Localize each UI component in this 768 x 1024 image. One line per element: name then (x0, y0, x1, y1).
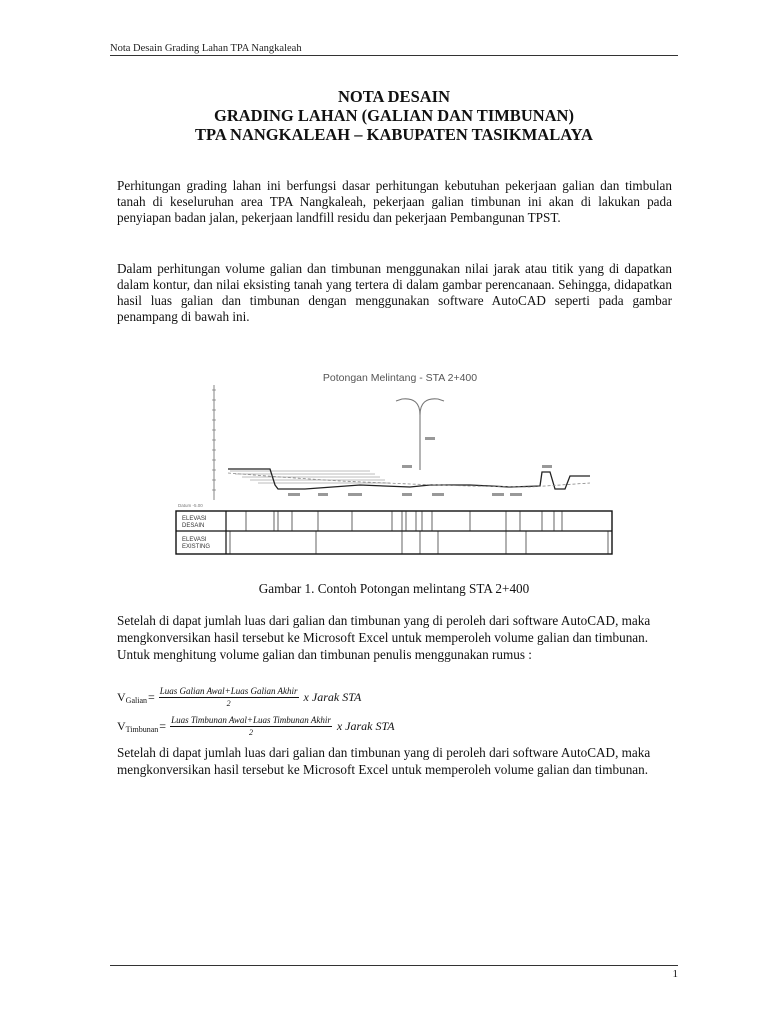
figure-title: Potongan Melintang - STA 2+400 (322, 372, 478, 384)
formula-timbunan-numerator: Luas Timbunan Awal+Luas Timbunan Akhir (171, 715, 331, 725)
formula-galian-equals: = (148, 689, 155, 704)
header-rule (110, 55, 678, 56)
formula-timbunan-fraction (170, 715, 332, 737)
formula-galian-sub: Galian (125, 695, 147, 705)
formula-timbunan-tail: x Jarak STA (336, 718, 395, 733)
paragraph-intro-text: Perhitungan grading lahan ini berfungsi dasar perhitungan kebutuhan pekerjaan galian dan timbulan tanah di keseluruhan area TPA Nangkaleah, pekerjaan galian timbunan ini akan di lakukan pada penyiapan badan jalan, pekerjaan landfill residu dan pekerjaan Pembangunan TPST. (117, 178, 672, 225)
lamp-post (396, 399, 444, 470)
paragraph-method-text: Dalam perhitungan volume galian dan timbunan menggunakan nilai jarak atau titik yang di dapatkan dalam kontur, dan nilai eksisting tanah yang tertera di dalam gambar perencanaan. Sehingga, didapatkan hasil luas galian dan timbunan dengan menggunakan software AutoCAD seperti pada gambar penampang di bawah ini. (117, 261, 672, 324)
cross-section-figure (170, 365, 615, 558)
document-title (110, 87, 678, 144)
paragraph-formula-intro (117, 612, 672, 663)
fill-hatch (230, 471, 390, 483)
design-profile-line (228, 469, 590, 489)
row-design-label-b: DESAIN (182, 523, 205, 529)
paragraph-method (117, 261, 672, 325)
formula-galian-v: V (117, 689, 126, 704)
row-design-label-a: ELEVASI (182, 516, 207, 522)
figure-caption: Gambar 1. Contoh Potongan melintang STA 2+400 (258, 581, 530, 596)
formula-galian (117, 686, 361, 708)
title-line-1: NOTA DESAIN (337, 87, 450, 106)
paragraph-conclusion-text: Setelah di dapat jumlah luas dari galian dan timbunan yang di peroleh dari software AutoCAD, maka mengkonversikan hasil tersebut ke Microsoft Excel untuk memperoleh volume galian dan timbunan. (117, 745, 651, 777)
running-header: Nota Desain Grading Lahan TPA Nangkaleah (110, 43, 302, 54)
row-existing-label-a: ELEVASI (182, 537, 207, 543)
formula-timbunan-sub: Timbunan (125, 724, 159, 734)
title-line-3: TPA NANGKALEAH – KABUPATEN TASIKMALAYA (195, 125, 593, 144)
formula-timbunan-equals: = (159, 718, 167, 733)
title-line-2: GRADING LAHAN (GALIAN DAN TIMBUNAN) (214, 106, 574, 125)
formula-timbunan (117, 715, 395, 737)
formula-galian-denominator: 2 (226, 699, 231, 708)
formula-galian-numerator: Luas Galian Awal+Luas Galian Akhir (159, 686, 298, 696)
paragraph-intro (117, 178, 672, 226)
design-elevation-ticks (246, 511, 562, 531)
formula-timbunan-lhs (117, 719, 158, 734)
formula-galian-fraction (159, 686, 299, 708)
existing-elevation-ticks (230, 531, 608, 554)
paragraph-conclusion (117, 744, 672, 778)
datum-label: Datum -5.00 (178, 503, 203, 508)
cross-section-drawing (170, 365, 615, 558)
formula-galian-lhs (117, 690, 147, 705)
page-number: 1 (672, 968, 678, 980)
formula-timbunan-denominator: 2 (248, 728, 253, 737)
formula-timbunan-v: V (117, 718, 126, 733)
paragraph-formula-intro-text: Setelah di dapat jumlah luas dari galian dan timbunan yang di peroleh dari software AutoCAD, maka mengkonversikan hasil tersebut ke Microsoft Excel untuk memperoleh volume galian dan timbunan. Untuk menghitung volume galian dan timbunan penulis menggunakan rumus : (117, 613, 651, 662)
footer-rule (110, 965, 678, 966)
formula-galian-tail: x Jarak STA (303, 689, 362, 704)
row-existing-label-b: EXISTING (182, 544, 211, 550)
elevation-table (176, 511, 612, 554)
